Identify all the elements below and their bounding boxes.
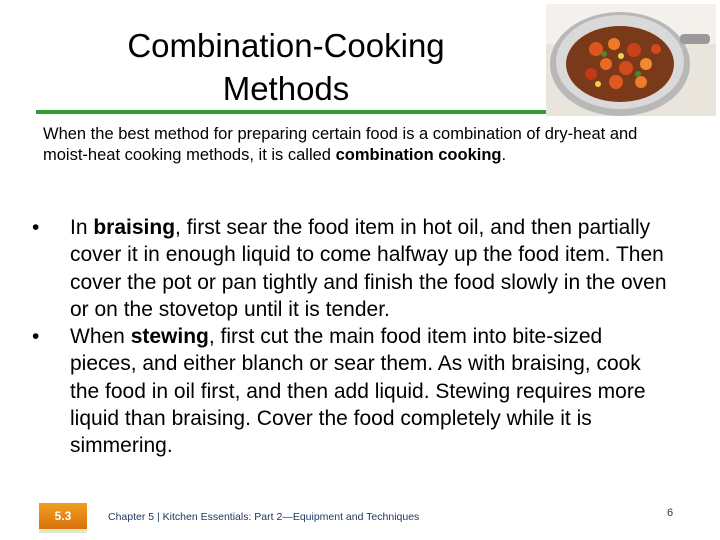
term-braising: braising [93,216,176,239]
stew-pot-photo [546,4,716,116]
slide-title [60,24,512,110]
section-number: 5.3 [39,503,87,529]
bullet-text-prefix: When [70,325,131,349]
chapter-footer: Chapter 5 | Kitchen Essentials: Part 2—Equipment and Techniques [108,511,420,523]
page-number: 6 [667,507,674,519]
intro-paragraph [43,124,663,166]
title-line-2: Methods [222,70,350,107]
bullet-stewing [32,323,672,459]
bullet-glyph: • [32,325,40,349]
intro-text: When the best method for preparing certain food is a combination of dry-heat and moist-heat cooking methods, it is called [43,125,638,164]
intro-period: . [501,146,507,164]
bullet-braising [32,214,672,323]
bullet-list [32,214,672,460]
intro-term-combination-cooking: combination cooking [335,146,502,164]
section-badge [39,503,87,533]
bullet-glyph: • [32,216,40,239]
bullet-text: , first sear the food item in hot oil, and then partially cover it in enough liquid to come halfway up the food item. Then cover the pot or pan tightly and finish the food slowly in the oven or on the stovetop until it is tender. [70,216,667,321]
title-line-1: Combination-Cooking [127,27,445,64]
title-underline [36,110,546,114]
term-stewing: stewing [130,325,209,349]
bullet-text: , first cut the main food item into bite-sized pieces, and either blanch or sear them. As with braising, cook the food in oil first, and then add liquid. Stewing requires more liquid than braising. Cover the food completely while it is simmering. [70,325,646,458]
bullet-text-prefix: In [70,216,94,239]
